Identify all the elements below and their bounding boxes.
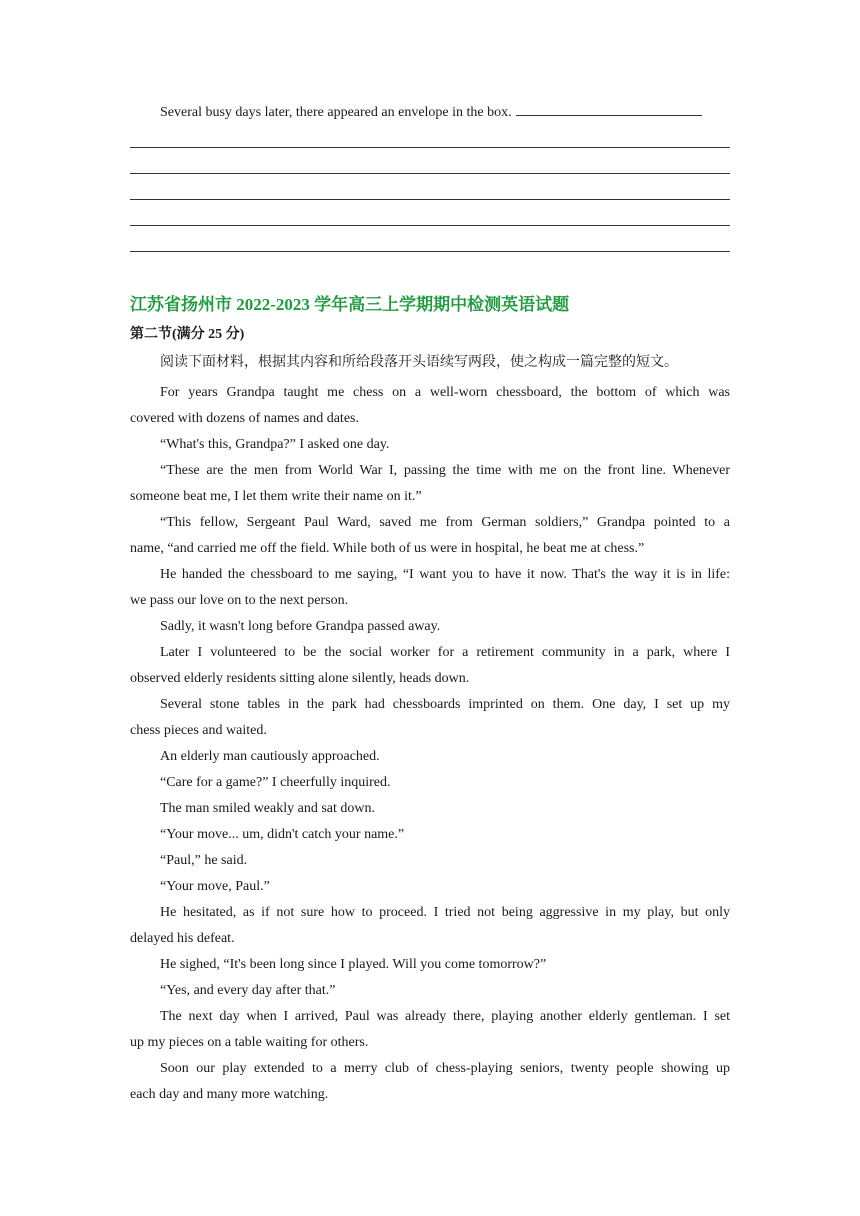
- story-paragraph-1-line-2: covered with dozens of names and dates.: [130, 411, 359, 426]
- story-paragraph-4-line-1: “This fellow, Sergeant Paul Ward, saved me from German soldiers,” Grandpa pointed to a: [160, 515, 730, 530]
- story-paragraph-7-line-1: Later I volunteered to be the social worker for a retirement community in a park, where I: [160, 645, 730, 660]
- story-paragraph-19-line-1: Soon our play extended to a merry club of chess-playing seniors, twenty people showing up: [160, 1061, 730, 1076]
- story-paragraph-18-line-1: The next day when I arrived, Paul was already there, playing another elderly gentleman. I set: [160, 1009, 730, 1024]
- story-paragraph-3-line-2: someone beat me, I let them write their name on it.”: [130, 489, 422, 504]
- story-paragraph-8-line-2: chess pieces and waited.: [130, 723, 267, 738]
- instruction-text: 阅读下面材料，根据其内容和所给段落开头语续写两段，使之构成一篇完整的短文。: [160, 355, 678, 370]
- story-paragraph-19-line-2: each day and many more watching.: [130, 1087, 329, 1102]
- story-paragraph-12: “Your move... um, didn't catch your name.”: [160, 827, 405, 842]
- story-paragraph-17: “Yes, and every day after that.”: [160, 983, 336, 998]
- intro-sentence-line: [160, 100, 730, 126]
- story-paragraph-6: Sadly, it wasn't long before Grandpa passed away.: [160, 619, 441, 634]
- story-paragraph-15-line-1: He hesitated, as if not sure how to proceed. I tried not being aggressive in my play, but only: [160, 905, 730, 920]
- story-paragraph-13: “Paul,” he said.: [160, 853, 248, 868]
- story-paragraph-8-line-1: Several stone tables in the park had chessboards imprinted on them. One day, I set up my: [160, 697, 730, 712]
- story-paragraph-7-line-2: observed elderly residents sitting alone silently, heads down.: [130, 671, 470, 686]
- answer-line: [130, 173, 730, 174]
- answer-line: [130, 251, 730, 252]
- story-paragraph-4-line-2: name, “and carried me off the field. While both of us were in hospital, he beat me at chess.”: [130, 541, 645, 556]
- story-paragraph-5-line-1: He handed the chessboard to me saying, “I want you to have it now. That's the way it is in life:: [160, 567, 730, 582]
- story-paragraph-15-line-2: delayed his defeat.: [130, 931, 235, 946]
- story-paragraph-14: “Your move, Paul.”: [160, 879, 270, 894]
- story-paragraph-11: The man smiled weakly and sat down.: [160, 801, 376, 816]
- story-paragraph-5-line-2: we pass our love on to the next person.: [130, 593, 349, 608]
- story-paragraph-2: “What's this, Grandpa?” I asked one day.: [160, 437, 390, 452]
- answer-line: [130, 147, 730, 148]
- exam-title: 江苏省扬州市 2022-2023 学年高三上学期期中检测英语试题: [130, 295, 570, 314]
- story-paragraph-1-line-1: For years Grandpa taught me chess on a well-worn chessboard, the bottom of which was: [160, 385, 730, 400]
- story-paragraph-16: He sighed, “It's been long since I played. Will you come tomorrow?”: [160, 957, 547, 972]
- intro-sentence: Several busy days later, there appeared an envelope in the box.: [160, 105, 512, 120]
- story-paragraph-3-line-1: “These are the men from World War I, passing the time with me on the front line. Whenever: [160, 463, 730, 478]
- story-paragraph-18-line-2: up my pieces on a table waiting for others.: [130, 1035, 369, 1050]
- answer-line: [130, 199, 730, 200]
- story-paragraph-10: “Care for a game?” I cheerfully inquired.: [160, 775, 391, 790]
- story-paragraph-9: An elderly man cautiously approached.: [160, 749, 380, 764]
- answer-blank: [516, 103, 702, 116]
- section-heading: 第二节(满分 25 分): [130, 327, 245, 342]
- answer-line: [130, 225, 730, 226]
